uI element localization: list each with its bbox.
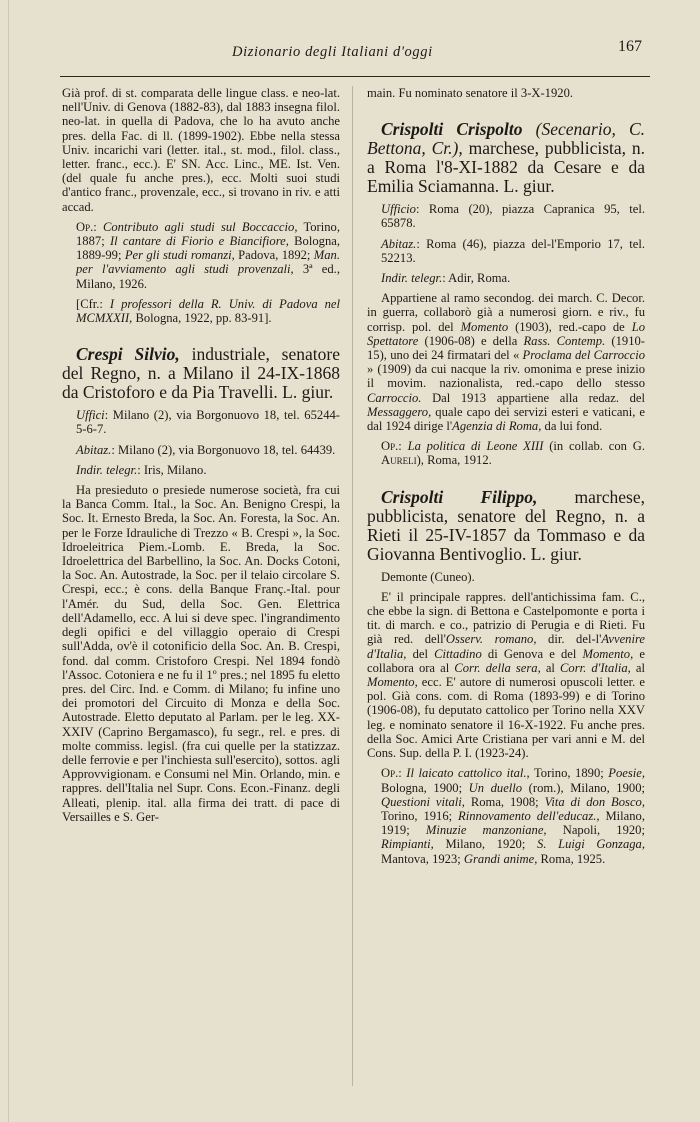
- work-title: La politica di Leone XIII: [407, 439, 544, 454]
- text-run: e collabora ora al: [367, 646, 645, 675]
- publication-title: Momento,: [367, 675, 418, 690]
- publication-title: Rass. Contemp.: [523, 333, 606, 348]
- work-title: Contributo agli studi sul Boccaccio,: [102, 219, 298, 234]
- works-label: Op.:: [381, 766, 402, 781]
- rajna-career-paragraph: Già prof. di st. comparata delle lingue class. e neo-lat. nell'Univ. di Genova (1882-83), dal 1883 insegna filol. neo-lat. in quella di Padova, che lo ha avuto anche pres. della Fac. di ll. (1899-1902). Ebbe nella stessa Univ. incarichi vari (letter. ital., st. mod., filol. class., letter. franc., ecc.). E' SN. Acc. Linc., ME. Ist. Ven. (del quale fu anche pres.), ecc. Molti suoi studi d'antico franc., provenzale, ecc., si trovano in riv. e atti accad.: [62, 86, 340, 214]
- work-info: Mantova, 1923;: [381, 851, 464, 866]
- entry-name: Crispolti Crispolto: [381, 119, 523, 140]
- text-run: dir. del-l': [536, 632, 602, 647]
- work-info: Bologna, 1889-99;: [76, 234, 340, 263]
- filippo-works: [367, 766, 645, 865]
- field-label: Ufficio: [381, 202, 416, 217]
- text-run: al: [630, 660, 645, 675]
- text-run: al: [540, 660, 561, 675]
- text-run: del: [406, 646, 435, 661]
- text-run: di Genova e del: [481, 646, 583, 661]
- work-info: Padova, 1892;: [234, 248, 314, 263]
- crispolto-ufficio: [367, 202, 645, 230]
- field-label: Abitaz.: [381, 236, 417, 251]
- work-title: Per gli studi romanzi,: [124, 248, 235, 263]
- entry-pseudonyms: (Secenario, C. Bettona, Cr.),: [367, 119, 646, 159]
- crispolto-telegraph: [367, 271, 645, 285]
- work-info: Roma, 1908;: [464, 794, 545, 809]
- crespi-abitazione: [62, 443, 340, 457]
- publication-title: Proclama del Carroccio: [522, 348, 645, 363]
- work-info: Torino, 1887;: [76, 219, 340, 249]
- work-title: Minuzie manzoniane,: [425, 823, 547, 838]
- work-title: Questioni vitali,: [381, 794, 465, 809]
- crispolti-crispolto-heading: [367, 120, 645, 196]
- crespi-telegraph: [62, 463, 340, 477]
- entry-summary: marchese, pubblicista, senatore del Regno, n. a Rieti il 25-IV-1857 da Tommaso e da Giovanna Bentivoglio. L. giur.: [367, 486, 645, 564]
- publication-title: Messaggero,: [367, 404, 432, 419]
- work-title: Il laicato cattolico ital.,: [406, 766, 530, 781]
- header-rule: [60, 76, 650, 77]
- text-run: da lui fond.: [541, 419, 603, 434]
- work-info: (rom.), Milano, 1900;: [522, 780, 645, 795]
- work-info: Milano, 1919;: [381, 808, 645, 838]
- work-info: Torino, 1916;: [381, 808, 459, 823]
- publication-title: Corr. d'Italia,: [560, 660, 631, 675]
- work-title: Rinnovamento dell'educaz.,: [458, 808, 600, 823]
- entry-summary: industriale, senatore del Regno, n. a Milano il 24-IX-1868 da Cristoforo e da Pia Travelli. L. giur.: [62, 344, 340, 403]
- reference-title: I professori della R. Univ. di Padova nel MCMXXII,: [76, 296, 340, 326]
- field-value: : Roma (46), piazza del-l'Emporio 17, tel. 52213.: [381, 236, 645, 265]
- publication-title: Lo Spettatore: [367, 319, 645, 348]
- work-info: Napoli, 1920;: [546, 823, 645, 838]
- crespi-career-paragraph: Ha presieduto o presiede numerose società, fra cui la Banca Comm. Ital., la Soc. An. Benigno Crespi, la Soc. It. Ernesto Breda, la Soc. An. Foresta, la Soc. An. per le Forze Idrauliche di Trezzo « B. Crespi », la Soc. Idroeleitrica Piem.-Lomb. E. Breda, la Soc. Idroelettrica del Barbellino, la Soc. An. Docks Cotoni, la Soc. An. Autostrade, la Soc. per il telaio circolare S. Crespi, ecc.; è cons. della Banque Franç.-Ital. pour l'Amér. du Sud, della Soc. Gen. Elettrica dell'Adamello, ecc. A lui si deve spec. l'ingrandimento degli opifici e del villaggio operaio di Crespi sull'Adda, ov'è il cotonificio della Soc. An. B. Crespi, fond. dal comm. Cristoforo Crespi. Nel 1894 fondò l'Assoc. Cotoniera e ne fu il 1º pres.; nel 1895 fu eletto pres. del Circ. Ind. e Comm. di Milano; fu infine uno dei promotori del Circuito di Monza e della Soc. Autostrade. Eletto deputato al Parlam. per le leg. XX-XXIV (Caprino Bergamasco), fu segr., rel. e pres. di molte commiss. legisl. (fra cui quelle per la statizzaz. delle ferrovie e per l'inchiesta sull'esercito), sottos. agli Approvvigionam. e Consumi nel Min. Orlando, min. e rappres. dell'Italia nel Supr. Cons. Econ.-Finanz. degli Alleati, plenip. ital. alla firma dei tratt. di pace di Versailles e S. Ger-: [62, 483, 340, 824]
- work-info: 3ª ed., Milano, 1926.: [76, 262, 340, 291]
- text-run: (1906-08) e della: [418, 333, 524, 348]
- work-info: Torino, 1890;: [529, 766, 609, 781]
- work-info: Bologna, 1900;: [381, 780, 469, 795]
- page-edge: [8, 0, 9, 1122]
- publication-title: Avvenire d'Italia,: [367, 632, 645, 661]
- running-header: [60, 38, 650, 72]
- running-title: Dizionario degli Italiani d'oggi: [232, 44, 433, 60]
- text-run: E' il principale rappres. dell'antichissima fam. C., che ebbe la sign. di Bettona e Castelpomonte e porta i tit. di march. e co., patrizio di Perugia e di Rieti. Fu già red. dell': [367, 589, 645, 647]
- work-title: Grandi anime,: [463, 851, 538, 866]
- text-run: Appartiene al ramo secondog. dei march. C. Decor. in guerra, collaborò già a numerosi giorn. e riv., fu corrisp. pol. del: [367, 291, 645, 334]
- work-title: Man. per l'avviamento agli studi provenzali,: [76, 248, 340, 277]
- text-run: (1903), red.-capo de: [508, 319, 632, 334]
- text-run: (1910-15), uno dei 24 firmatari del «: [367, 333, 645, 363]
- crispolto-works: [367, 439, 645, 467]
- field-value: : Adir, Roma.: [442, 271, 511, 286]
- crespi-continuation: main. Fu nominato senatore il 3-X-1920.: [367, 86, 574, 100]
- entry-summary: marchese, pubblicista, n. a Roma l'8-XI-1882 da Cesare e da Emilia Sciamanna. L. giur.: [367, 138, 645, 197]
- crispolto-abitazione: [367, 237, 645, 265]
- works-label: Op.:: [381, 439, 402, 454]
- field-label: Indir. telegr.: [76, 462, 138, 477]
- crispolti-filippo-heading: [367, 488, 645, 564]
- field-label: Abitaz.: [76, 442, 112, 457]
- field-label: Indir. telegr.: [381, 271, 443, 286]
- field-label: Uffici: [76, 408, 105, 423]
- entry-name: Crespi Silvio,: [76, 344, 180, 365]
- field-value: : Iris, Milano.: [137, 462, 207, 477]
- text-run: Dal 1913 appartiene alla redaz. del: [421, 390, 645, 405]
- work-title: S. Luigi Gonzaga,: [537, 837, 645, 852]
- reference-prefix: [Cfr.:: [76, 296, 110, 311]
- column-divider: [352, 86, 353, 1086]
- entry-name: Crispolti Filippo,: [381, 486, 538, 507]
- work-title: Un duello: [468, 780, 523, 795]
- publication-title: Cittadino: [434, 646, 482, 661]
- page-number: 167: [618, 38, 642, 55]
- field-value: : Milano (2), via Borgonuovo 18, tel. 65244-5-6-7.: [76, 408, 340, 437]
- work-info: Milano, 1920;: [433, 837, 538, 852]
- publication-title: Momento,: [582, 646, 634, 661]
- rajna-reference: [62, 297, 340, 325]
- publication-title: Osserv. romano,: [445, 632, 537, 647]
- publication-title: Agenzia di Roma,: [452, 419, 542, 434]
- work-title: Poesie,: [608, 766, 645, 781]
- work-title: Vita di don Bosco,: [544, 794, 645, 809]
- text-run: ecc. E' autore di numerosi opuscoli letter. e pol. Già cons. com. di Roma (1893-99) e di Torino (1906-08), fu deputato cattolico per Torino nella XXV leg. e nominato senatore il 16-X-1922. Fu anche pres. della Soc. Amici Arte Cristiana per vari anni e M. del Cons. Sup. della P. I. (1923-24).: [367, 675, 645, 761]
- text-run: quale capo dei servizi esteri e vaticani, e dal 1924 dirige l': [367, 404, 645, 434]
- crespi-uffici: [62, 408, 340, 436]
- rajna-works: [62, 220, 340, 291]
- reference-info: Bologna, 1922, pp. 83-91].: [132, 311, 272, 326]
- publication-title: Corr. della sera,: [454, 660, 541, 675]
- work-info: Roma, 1925.: [537, 851, 606, 866]
- work-info: (in collab. con G.: [543, 439, 645, 454]
- work-info: ), Roma, 1912.: [416, 453, 492, 468]
- filippo-residence: Demonte (Cuneo).: [381, 569, 475, 584]
- crispolto-career-paragraph: [367, 291, 645, 433]
- text-run: » (1909) da cui nacque la riv. omonima e prese inizio il movim. nazionalista, red.-capo dello stesso: [367, 362, 645, 391]
- field-value: : Roma (20), piazza Capranica 95, tel. 65878.: [381, 202, 645, 231]
- publication-title: Momento: [460, 319, 509, 334]
- field-value: : Milano (2), via Borgonuovo 18, tel. 64439.: [111, 442, 336, 457]
- work-title: Rimpianti,: [381, 837, 434, 852]
- works-label: Op.:: [76, 219, 97, 234]
- work-title: Il cantare di Fiorio e Biancifiore,: [109, 234, 289, 249]
- publication-title: Carroccio.: [367, 390, 422, 405]
- right-column: [367, 86, 645, 866]
- left-column: [62, 86, 340, 824]
- coauthor-name: Aureli: [381, 453, 417, 468]
- filippo-career-paragraph: [367, 590, 645, 760]
- crespi-silvio-heading: [62, 345, 340, 402]
